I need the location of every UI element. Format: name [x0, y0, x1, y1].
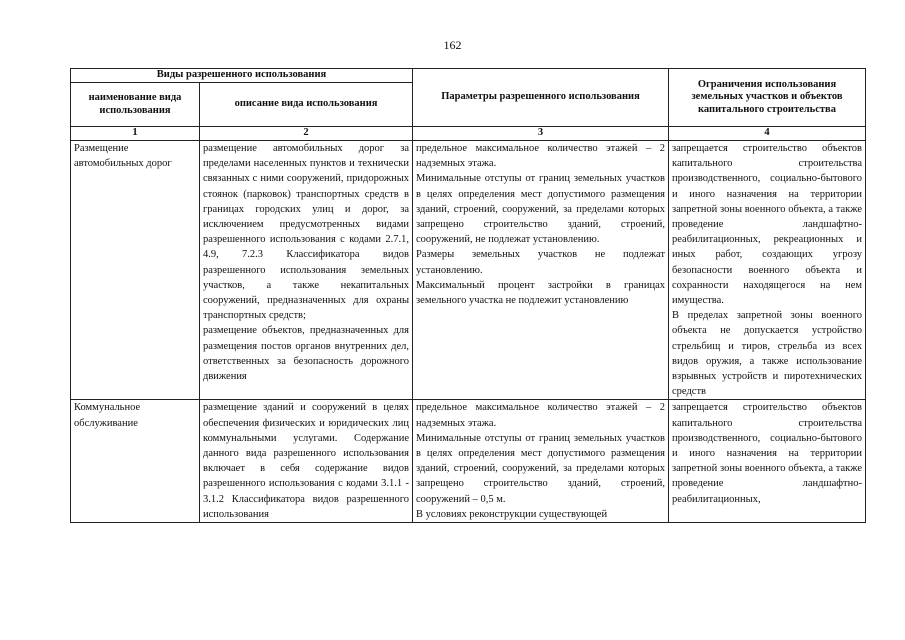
header-restrictions: Ограничения использования земельных участков и объектов капитального строительства	[669, 69, 866, 127]
parameters-paragraph: Максимальный процент застройки в границах земельного участка не подлежит установлению	[416, 279, 666, 307]
column-number-3: 3	[413, 127, 669, 141]
description-paragraph: размещение автомобильных дорог за пределами населенных пунктов и технически связанных с ними сооружений, придорожных стоянок (парковок) транспортных средств в границах городских улиц и дорог, за исключением предусмотренных видами разрешенного использования с кодами 2.7.1, 4.9, 7.2.3 Классификатора видов разрешенного использования земельных участков, а также некапитальных сооружений, предназначенных для охраны транспортных средств;	[203, 143, 410, 322]
column-number-4: 4	[669, 127, 866, 141]
header-name: наименование вида использования	[71, 83, 200, 127]
description-paragraph: размещение зданий и сооружений в целях обеспечения физических и юридических лиц коммунальными услугами. Содержание данного вида разрешенного использования включает в себя содержание видов разрешенного использования с кодами 3.1.1 - 3.1.2 Классификатора видов разрешенного использования	[203, 402, 410, 520]
header-parameters: Параметры разрешенного использования	[413, 69, 669, 127]
column-number-2: 2	[200, 127, 413, 141]
restrictions-paragraph: В пределах запретной зоны военного объекта не допускается устройство стрельбищ и тиров, стрельба из всех видов оружия, а также использование взрывных устройств и пиротехнических средств	[672, 310, 863, 398]
use-restrictions	[669, 141, 866, 400]
parameters-paragraph: В условиях реконструкции существующей	[416, 508, 608, 520]
restrictions-paragraph: запрещается строительство объектов капитального строительства производственного, социально-бытового и иного назначения на территории запретной зоны военного объекта, а также проведение ландшафтно-реабилитационных,	[672, 402, 863, 505]
use-restrictions	[669, 400, 866, 523]
description-paragraph: размещение объектов, предназначенных для размещения постов органов внутренних дел, ответственных за безопасность дорожного движения	[203, 325, 410, 383]
restrictions-paragraph: запрещается строительство объектов капитального строительства производственного, социально-бытового и иного назначения на территории запретной зоны военного объекта, а также проведение ландшафтно-реабилитационных, рекреационных и иных работ, создающих угрозу безопасности военного объекта и сохранности находящегося на нем имущества.	[672, 143, 863, 307]
use-name-text: Размещение автомобильных дорог	[74, 143, 172, 170]
table-row	[71, 400, 866, 523]
parameters-paragraph: Минимальные отступы от границ земельных участков в целях определения мест допустимого размещения зданий, строений, сооружений, за пределами которых запрещено строительство зданий, строений, сооружений, не подлежат установлению.	[416, 173, 666, 246]
use-parameters	[413, 400, 669, 523]
use-description	[200, 141, 413, 400]
use-name	[71, 400, 200, 523]
use-description	[200, 400, 413, 523]
header-group-title: Виды разрешенного использования	[71, 69, 413, 83]
use-name	[71, 141, 200, 400]
parameters-paragraph: предельное максимальное количество этажей – 2 надземных этажа.	[416, 402, 666, 429]
parameters-paragraph: предельное максимальное количество этажей – 2 надземных этажа.	[416, 143, 666, 170]
parameters-paragraph: Размеры земельных участков не подлежат установлению.	[416, 249, 666, 276]
use-parameters	[413, 141, 669, 400]
table-row	[71, 141, 866, 400]
use-name-text: Коммунальное обслуживание	[74, 402, 141, 429]
parameters-paragraph: Минимальные отступы от границ земельных участков в целях определения мест допустимого размещения зданий, строений, сооружений, за пределами которых запрещено строительство зданий, строений, сооружений – 0,5 м.	[416, 432, 666, 505]
page-number: 162	[443, 38, 462, 52]
column-number-1: 1	[71, 127, 200, 141]
header-description: описание вида использования	[200, 83, 413, 127]
permitted-use-table	[70, 68, 866, 523]
